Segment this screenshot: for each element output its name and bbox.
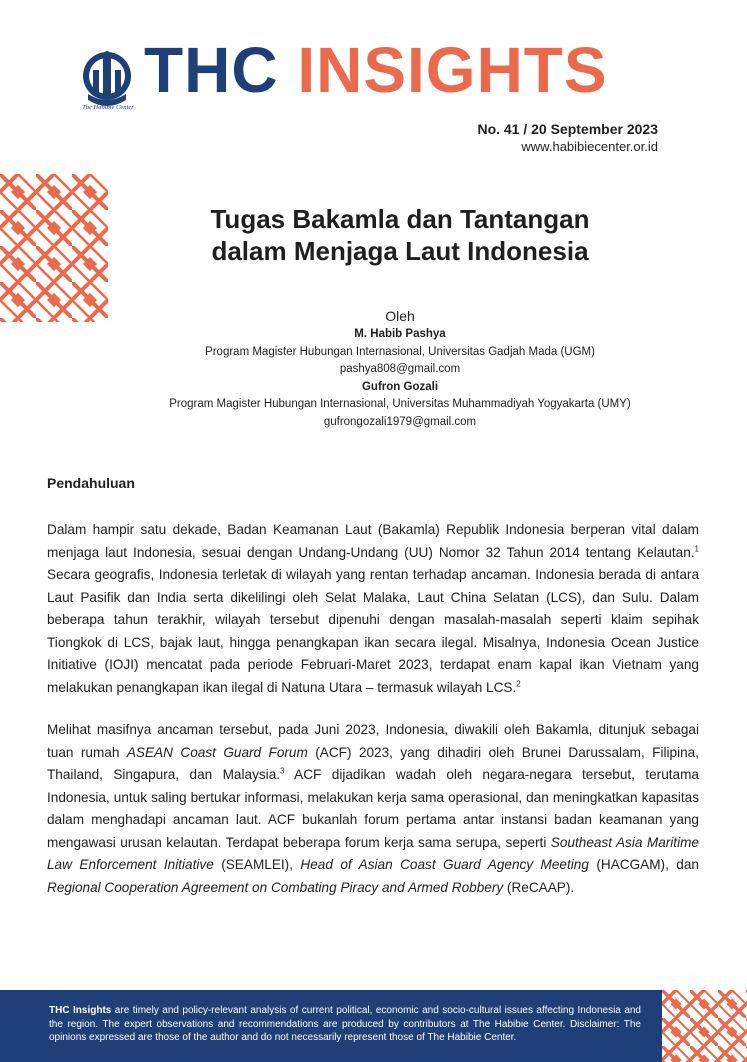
p1-text-a: Dalam hampir satu dekade, Badan Keamanan Laut (Bakamla) Republik Indonesia berperan vital dalam menjaga laut Indonesia, sesuai dengan Undang-Undang (UU) Nomor 32 Tahun 2014 tentang Kelautan.	[47, 522, 699, 560]
p2-text-1: Melihat masifnya ancaman tersebut, pada Juni 2023, Indonesia, diwakili oleh Bakamla, ditunjuk sebagai tuan rumah	[47, 722, 699, 760]
logo-caption: The Habibie Center	[82, 104, 134, 111]
by-label: Oleh	[385, 308, 415, 324]
masthead	[78, 34, 668, 160]
author-2-name: Gufron Gozali	[361, 380, 439, 393]
footer-disclaimer	[49, 1004, 641, 1045]
author-1-name: M. Habib Pashya	[354, 328, 446, 340]
paragraph-2	[47, 719, 699, 899]
section-heading: Pendahuluan	[47, 475, 135, 491]
author-1-email[interactable]: pashya808@gmail.com	[339, 363, 461, 376]
p2-text-6: (ReCAAP).	[503, 879, 575, 895]
author-1-affiliation: Program Magister Hubungan Internasional, Universitas Gadjah Mada (UGM)	[205, 345, 595, 358]
brand-thc: THC	[144, 34, 279, 106]
title-line-1: Tugas Bakamla dan Tantangan	[210, 204, 590, 234]
footer-banner	[0, 990, 747, 1062]
footnote-ref-3[interactable]: 3	[280, 766, 285, 776]
p2-italic-recaap: Regional Cooperation Agreement on Combating Piracy and Armed Robbery	[47, 879, 504, 895]
p2-italic-acf: ASEAN Coast Guard Forum	[126, 744, 308, 760]
publication-brand	[144, 34, 608, 106]
footnote-ref-2[interactable]: 2	[516, 678, 521, 688]
p2-italic-hacgam: Head of Asian Coast Guard Agency Meeting	[300, 857, 589, 872]
footer-text: are timely and policy-relevant analysis of current political, economic and socio-cultural issues affecting Indonesia and the region. The expert observations and recommendations are produced by contributors at The Habibie Center. Disclaimer: The opinions expressed are those of the author and do not necessarily represent those of The Habibie Center.	[49, 1005, 641, 1044]
p2-text-5: (HACGAM), dan	[588, 857, 699, 872]
author-2-affiliation: Program Magister Hubungan Internasional, Universitas Muhammadiyah Yogyakarta (UMY)	[169, 398, 631, 411]
footnote-ref-1[interactable]: 1	[694, 543, 699, 553]
website-link[interactable]: www.habibiecenter.or.id	[521, 139, 658, 154]
issue-info	[477, 121, 658, 155]
brand-insights: INSIGHTS	[297, 34, 608, 106]
article-title	[150, 203, 650, 267]
decorative-pattern-left-icon	[0, 174, 108, 322]
footer-bold-label: THC Insights	[49, 1005, 112, 1016]
p2-italic-seamlei: Southeast Asia Maritime Law Enforcement Initiative	[47, 834, 699, 872]
paragraph-1	[47, 519, 699, 699]
p2-text-4: (SEAMLEI),	[213, 857, 301, 872]
p1-text-b: Secara geografis, Indonesia terletak di wilayah yang rentan terhadap ancaman. Indonesia berada di antara Laut Pasifik dan India serta dikelilingi oleh Selat Malaka, Laut China Selatan (LCS), dan Sulu. Dalam beberapa tahun terakhir, wilayah tersebut dipenuhi dengan masalah-masalah seperti klaim sepihak Tiongkok di LCS, bajak laut, hingga penangkapan ikan secara ilegal. Misalnya, Indonesia Ocean Justice Initiative (IOJI) mencatat pada periode Februari-Maret 2023, terdapat enam kapal ikan Vietnam yang melakukan penangkapan ikan ilegal di Natuna Utara – termasuk wilayah LCS.	[47, 567, 699, 695]
p2-text-2: (ACF) 2023, yang dihadiri oleh Brunei Darussalam, Filipina, Thailand, Singapura, dan Malaysia.	[47, 744, 700, 782]
author-2-email[interactable]: gufrongozali1979@gmail.com	[323, 415, 477, 428]
p2-text-3: ACF dijadikan wadah oleh negara-negara tersebut, terutama Indonesia, untuk saling bertukar informasi, melakukan kerja sama operasional, dan meningkatkan kapasitas dalam menghadapi ancaman laut. ACF bukanlah forum pertama antar instansi badan keamanan yang mengawasi urusan kelautan. Terdapat beberapa forum kerja sama serupa, seperti	[47, 767, 699, 850]
title-line-2: dalam Menjaga Laut Indonesia	[211, 236, 589, 266]
author-block	[100, 306, 700, 432]
issue-number: No. 41 / 20 September 2023	[477, 121, 658, 137]
decorative-pattern-right-icon	[662, 990, 747, 1062]
